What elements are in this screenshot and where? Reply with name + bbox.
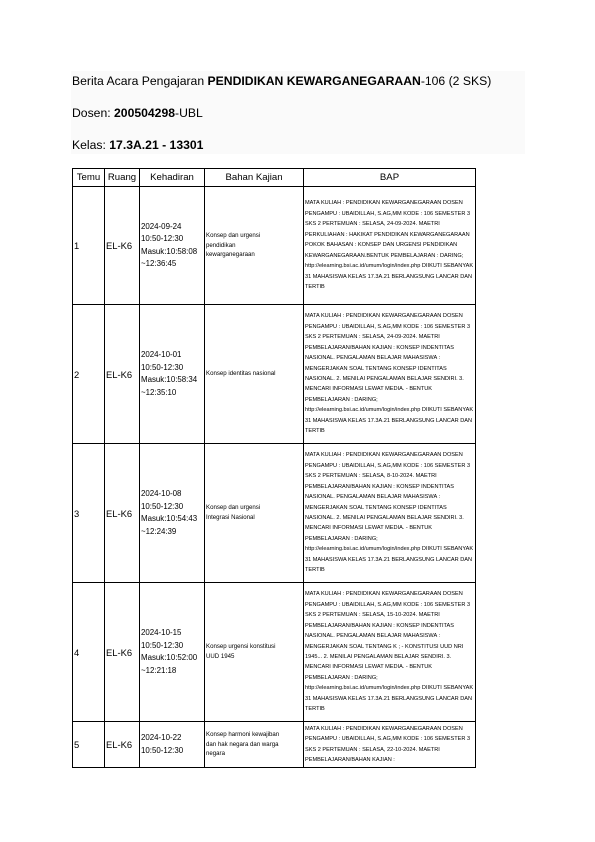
lecturer-id: 200504298 bbox=[114, 106, 176, 120]
header-bap: BAP bbox=[304, 169, 476, 187]
table-header-row bbox=[73, 169, 476, 187]
cell-ruang: EL-K6 bbox=[105, 722, 140, 768]
cell-bap: MATA KULIAH : PENDIDIKAN KEWARGANEGARAAN DOSEN PENGAMPU : UBAIDILLAH, S.AG,MM KODE : 106 SEMESTER 3 SKS 2 PERTEMUAN : SELASA, 15-10-2024. MAETRI PEMBELAJARAN/BAHAN KAJIAN : KONSEP INDENTITAS NASIONAL. PENGALAMAN BELAJAR MAHASISWA : MENGERJAKAN SOAL TENTANG K ; - KONSTITUSI UUD NRI 1945... 2. MENILAI PENGALAMAN BELAJAR SENDIRI. 3. MENCARI INFORMASI LEWAT MEDIA. - BENTUK PEMBELAJARAN : DARING; http://elearning.bsi.ac.id/umum/login/index.php DIIKUTI SEBANYAK 31 MAHASISWA KELAS 17.3A.21 BERLANGSUNG LANCAR DAN TERTIB bbox=[304, 583, 476, 722]
class-value: 17.3A.21 - 13301 bbox=[109, 138, 204, 152]
cell-bahan-kajian: Konsep dan urgensi pendidikan kewarganegaraan bbox=[205, 187, 304, 305]
report-title bbox=[72, 74, 491, 88]
cell-kehadiran: 2024-09-24 10:50-12:30 Masuk:10:58:08 ~12:36:45 bbox=[140, 187, 205, 305]
table-row bbox=[73, 444, 476, 583]
lecturer-label: Dosen: bbox=[72, 106, 115, 120]
table-row bbox=[73, 583, 476, 722]
header-kehadiran: Kehadiran bbox=[140, 169, 205, 187]
cell-bahan-kajian: Konsep harmoni kewajiban dan hak negara dan warga negara bbox=[205, 722, 304, 768]
cell-bap: MATA KULIAH : PENDIDIKAN KEWARGANEGARAAN DOSEN PENGAMPU : UBAIDILLAH, S.AG,MM KODE : 106 SEMESTER 3 SKS 2 PERTEMUAN : SELASA, 24-09-2024. MAETRI PERKULIAHAN : HAKIKAT PENDIDIKAN KEWARGANEGARAAN POKOK BAHASAN : KONSEP DAN URGENSI PENDIDIKAN KEWARGANEGARAAN.BENTUK PEMBELAJARAN : DARING; http://elearning.bsi.ac.id/umum/login/index.php DIIKUTI SEBANYAK 31 MAHASISWA KELAS 17.3A.21 BERLANGSUNG LANCAR DAN TERTIB bbox=[304, 187, 476, 305]
cell-temu: 2 bbox=[73, 305, 105, 444]
table-row bbox=[73, 187, 476, 305]
cell-kehadiran: 2024-10-01 10:50-12:30 Masuk:10:58:34 ~12:35:10 bbox=[140, 305, 205, 444]
header-ruang: Ruang bbox=[105, 169, 140, 187]
document-header bbox=[71, 71, 525, 154]
cell-bap: MATA KULIAH : PENDIDIKAN KEWARGANEGARAAN DOSEN PENGAMPU : UBAIDILLAH, S.AG,MM KODE : 106 SEMESTER 3 SKS 2 PERTEMUAN : SELASA, 22-10-2024. MAETRI PEMBELAJARAN/BAHAN KAJIAN : bbox=[304, 722, 476, 768]
cell-bahan-kajian: Konsep urgensi konstitusi UUD 1945 bbox=[205, 583, 304, 722]
cell-bahan-kajian: Konsep dan urgensi Integrasi Nasional bbox=[205, 444, 304, 583]
cell-temu: 3 bbox=[73, 444, 105, 583]
cell-temu: 1 bbox=[73, 187, 105, 305]
cell-bap: MATA KULIAH : PENDIDIKAN KEWARGANEGARAAN DOSEN PENGAMPU : UBAIDILLAH, S.AG,MM KODE : 106 SEMESTER 3 SKS 2 PERTEMUAN : SELASA, 24-09-2024. MAETRI PEMBELAJARAN/BAHAN KAJIAN : KONSEP INDENTITAS NASIONAL. PENGALAMAN BELAJAR MAHASISWA : MENGERJAKAN SOAL TENTANG KONSEP IDENTITAS NASIONAL. 2. MENILAI PENGALAMAN BELAJAR SENDIRI. 3. MENCARI INFORMASI LEWAT MEDIA. - BENTUK PEMBELAJARAN : DARING; http://elearning.bsi.ac.id/umum/login/index.php DIIKUTI SEBANYAK 31 MAHASISWA KELAS 17.3A.21 BERLANGSUNG LANCAR DAN TERTIB bbox=[304, 305, 476, 444]
cell-temu: 4 bbox=[73, 583, 105, 722]
cell-kehadiran: 2024-10-15 10:50-12:30 Masuk:10:52:00 ~12:21:18 bbox=[140, 583, 205, 722]
cell-kehadiran: 2024-10-08 10:50-12:30 Masuk:10:54:43 ~12:24:39 bbox=[140, 444, 205, 583]
cell-bap: MATA KULIAH : PENDIDIKAN KEWARGANEGARAAN DOSEN PENGAMPU : UBAIDILLAH, S.AG,MM KODE : 106 SEMESTER 3 SKS 2 PERTEMUAN : SELASA, 8-10-2024. MAETRI PEMBELAJARAN/BAHAN KAJIAN : KONSEP INDENTITAS NASIONAL. PENGALAMAN BELAJAR MAHASISWA : MENGERJAKAN SOAL TENTANG KONSEP IDENTITAS NASIONAL. 2. MENILAI PENGALAMAN BELAJAR SENDIRI. 3. MENCARI INFORMASI LEWAT MEDIA. - BENTUK PEMBELAJARAN : DARING; http://elearning.bsi.ac.id/umum/login/index.php DIIKUTI SEBANYAK 31 MAHASISWA KELAS 17.3A.21 BERLANGSUNG LANCAR DAN TERTIB bbox=[304, 444, 476, 583]
cell-temu: 5 bbox=[73, 722, 105, 768]
class-label: Kelas: bbox=[72, 138, 110, 152]
header-temu: Temu bbox=[73, 169, 105, 187]
table-row bbox=[73, 305, 476, 444]
class-line bbox=[72, 138, 203, 152]
cell-kehadiran: 2024-10-22 10:50-12:30 bbox=[140, 722, 205, 768]
course-name: PENDIDIKAN KEWARGANEGARAAN bbox=[207, 74, 421, 88]
course-code-credits: -106 (2 SKS) bbox=[420, 74, 492, 88]
teaching-record-table bbox=[72, 168, 476, 768]
cell-ruang: EL-K6 bbox=[105, 187, 140, 305]
title-prefix: Berita Acara Pengajaran bbox=[72, 74, 208, 88]
lecturer-line bbox=[72, 106, 203, 120]
cell-ruang: EL-K6 bbox=[105, 583, 140, 722]
cell-bahan-kajian: Konsep identitas nasional bbox=[205, 305, 304, 444]
cell-ruang: EL-K6 bbox=[105, 444, 140, 583]
lecturer-suffix: -UBL bbox=[175, 106, 203, 120]
table-row bbox=[73, 722, 476, 768]
header-bahan-kajian: Bahan Kajian bbox=[205, 169, 304, 187]
cell-ruang: EL-K6 bbox=[105, 305, 140, 444]
